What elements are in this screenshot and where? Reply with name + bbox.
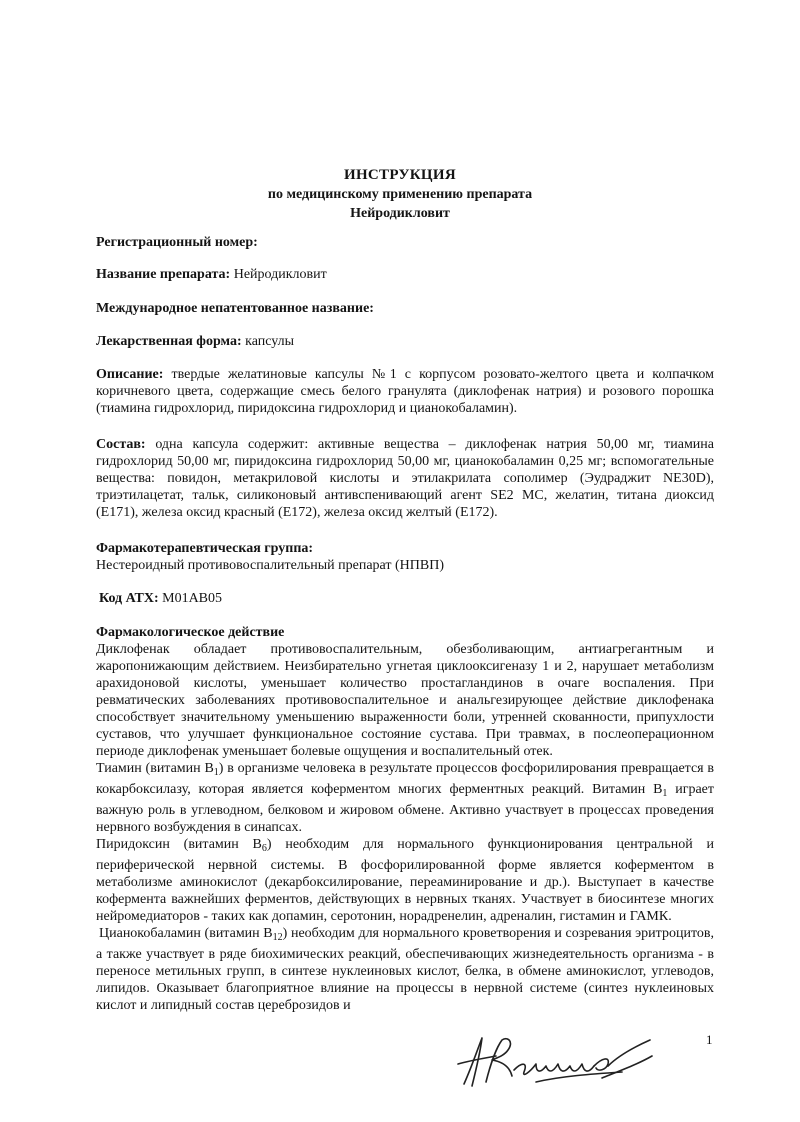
cyanocobalamin-subscript: 12 — [272, 932, 283, 943]
pyridoxine-text-b: ) необходим для нормального функционирования центральной и периферической нервной системы. В фосфорилированной форме является коферментом в метаболизме аминокислот (декарбоксилирование, переаминирование и др.). Выступает в качестве кофермента важнейших ферментов, действующих в нервных тканях. Участвует в биосинтезе многих нейромедиаторов - таких как допамин, серотонин, норадренелин, адреналин, гистамин и ГАМК. — [96, 837, 714, 924]
drug-name-value: Нейродикловит — [230, 267, 327, 282]
registration-label: Регистрационный номер: — [96, 235, 258, 250]
document-subtitle: по медицинскому применению препарата — [267, 187, 533, 202]
pharmacotherapeutic-group — [96, 540, 714, 574]
composition-text: одна капсула содержит: активные вещества – диклофенак натрия 50,00 мг, тиамина гидрохлорид 50,00 мг, пиридоксина гидрохлорид 50,00 мг, цианокобаламин 0,25 мг; вспомогательные вещества: повидон, метакриловой кислоты и этилакрилата сополимер (Эудраджит NE30D), триэтилацетат, тальк, силиконовый антивспенивающий агент SE2 MC, желатин, титана диоксид (Е171), железа оксид красный (Е172), железа оксид желтый (Е172). — [96, 437, 714, 520]
drug-title: Нейродикловит — [350, 206, 450, 221]
atc-label: Код АТХ: — [99, 591, 159, 606]
composition-label: Состав: — [96, 437, 146, 452]
composition — [96, 436, 714, 521]
pyridoxine-paragraph — [96, 836, 714, 925]
atc-value: M01AB05 — [158, 591, 223, 606]
pyridoxine-text-a: Пиридоксин (витамин B — [96, 837, 262, 852]
cyanocobalamin-paragraph — [96, 925, 714, 1014]
title-block — [0, 166, 800, 223]
atc-code — [99, 590, 717, 607]
drug-name — [96, 266, 714, 283]
action-label: Фармакологическое действие — [96, 625, 285, 640]
thiamine-text-c: играет важную роль в углеводном, белковом и жировом обмене. Активно участвует в процессах проведения нервного возбуждения в синапсах. — [96, 782, 714, 835]
inn-label: Международное непатентованное название: — [96, 301, 374, 316]
cyanocobalamin-text-b: ) необходим для нормального кроветворения и созревания эритроцитов, а также участвует в ряде биохимических реакций, обеспечивающих жизнедеятельность организма - в переносе метильных групп, в синтезе нуклеиновых кислот, белка, в обмене аминокислот, углеводов, липидов. Оказывает благоприятное влияние на процессы в нервной системе (синтез нуклеиновых кислот и липидный состав цереброзидов и — [96, 926, 714, 1013]
diclofenac-paragraph: Диклофенак обладает противовоспалительным, обезболивающим, антиагрегантным и жаропонижающим действием. Неизбирательно угнетая циклооксигеназу 1 и 2, нарушает метаболизм арахидоновой кислоты, уменьшает количество простагландинов в очаге воспаления. При ревматических заболеваниях противовоспалительное и анальгезирующее действие диклофенака способствует значительному уменьшению выраженности боли, утренней скованности, припухлости суставов, что улучшает функциональное состояние сустава. При травмах, в послеоперационном периоде диклофенак уменьшает болевые ощущения и воспалительный отек. — [96, 642, 714, 759]
dosage-form — [96, 333, 714, 350]
drug-name-label: Название препарата: — [96, 267, 231, 282]
document-title: ИНСТРУКЦИЯ — [343, 167, 456, 183]
pyridoxine-subscript: 6 — [261, 843, 267, 854]
description — [96, 366, 714, 417]
description-text: твердые желатиновые капсулы №1 с корпусом розовато-желтого цвета и колпачком коричневого цвета, содержащие смесь белого гранулята (диклофенак натрия) и розового порошка (тиамина гидрохлорид, пиридоксина гидрохлорид и цианокобаламин). — [96, 367, 714, 416]
thiamine-subscript-2: 1 — [662, 788, 668, 799]
thiamine-text-b: ) в организме человека в результате процессов фосфорилирования превращается в кокарбоксилазу, которая является коферментом многих ферментных реакций. Витамин B — [96, 761, 714, 797]
cyanocobalamin-text-a: Цианокобаламин (витамин B — [99, 926, 273, 941]
thiamine-text-a: Тиамин (витамин B — [96, 761, 214, 776]
pharmgroup-label: Фармакотерапевтическая группа: — [96, 541, 314, 556]
thiamine-subscript: 1 — [213, 767, 219, 778]
thiamine-paragraph — [96, 760, 714, 836]
dosage-form-label: Лекарственная форма: — [96, 334, 242, 349]
signature-icon — [452, 1026, 662, 1096]
dosage-form-value: капсулы — [241, 334, 295, 349]
registration-number — [96, 234, 714, 251]
inn — [96, 300, 714, 317]
pharmgroup-value: Нестероидный противовоспалительный препарат (НПВП) — [96, 558, 445, 573]
page-number: 1 — [706, 1032, 713, 1047]
description-label: Описание: — [96, 367, 164, 382]
pharmacological-action — [96, 624, 714, 1014]
